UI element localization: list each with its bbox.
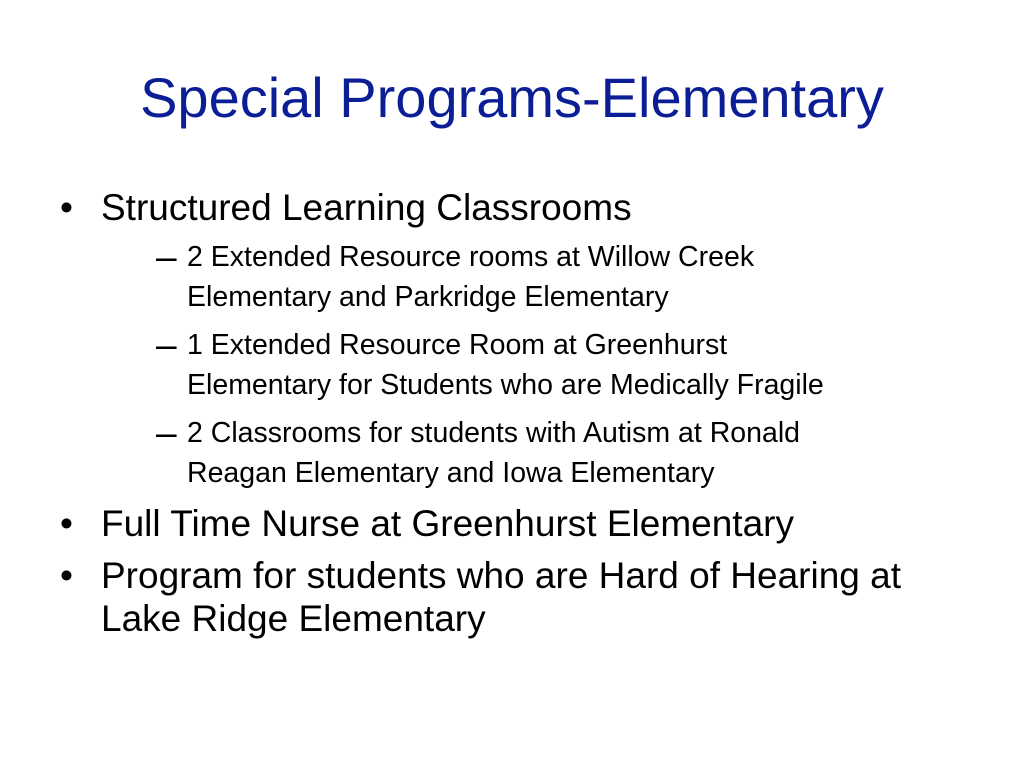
bullet-text: Full Time Nurse at Greenhurst Elementary <box>101 503 794 544</box>
sub-bullet-item <box>156 325 988 405</box>
slide-body <box>58 186 988 649</box>
bullet-text: Lake Ridge Elementary <box>101 598 486 639</box>
slide-title: Special Programs-Elementary <box>140 66 884 129</box>
sub-bullet-line: Elementary for Students who are Medically Fragile <box>187 369 824 401</box>
bullet-text: Program for students who are Hard of Hearing at <box>101 555 901 596</box>
bullet-marker: • <box>60 187 73 228</box>
bullet-text: Structured Learning Classrooms <box>101 187 632 228</box>
bullet-marker: • <box>60 555 73 596</box>
bullet-marker: • <box>60 503 73 544</box>
sub-bullet-item <box>156 413 988 493</box>
bullet-item <box>58 554 988 640</box>
sub-bullet-line: Elementary and Parkridge Elementary <box>187 281 669 313</box>
bullet-item <box>58 186 988 493</box>
sub-bullet-item <box>156 237 988 317</box>
sub-list <box>101 237 988 493</box>
sub-bullet-line: 1 Extended Resource Room at Greenhurst <box>187 329 728 361</box>
sub-bullet-line: 2 Classrooms for students with Autism at Ronald <box>187 417 801 449</box>
dash-marker: – <box>156 324 177 365</box>
bullet-item <box>58 502 988 545</box>
dash-marker: – <box>156 412 177 453</box>
dash-marker: – <box>156 236 177 277</box>
sub-bullet-line: 2 Extended Resource rooms at Willow Creek <box>187 241 755 273</box>
sub-bullet-line: Reagan Elementary and Iowa Elementary <box>187 457 715 489</box>
